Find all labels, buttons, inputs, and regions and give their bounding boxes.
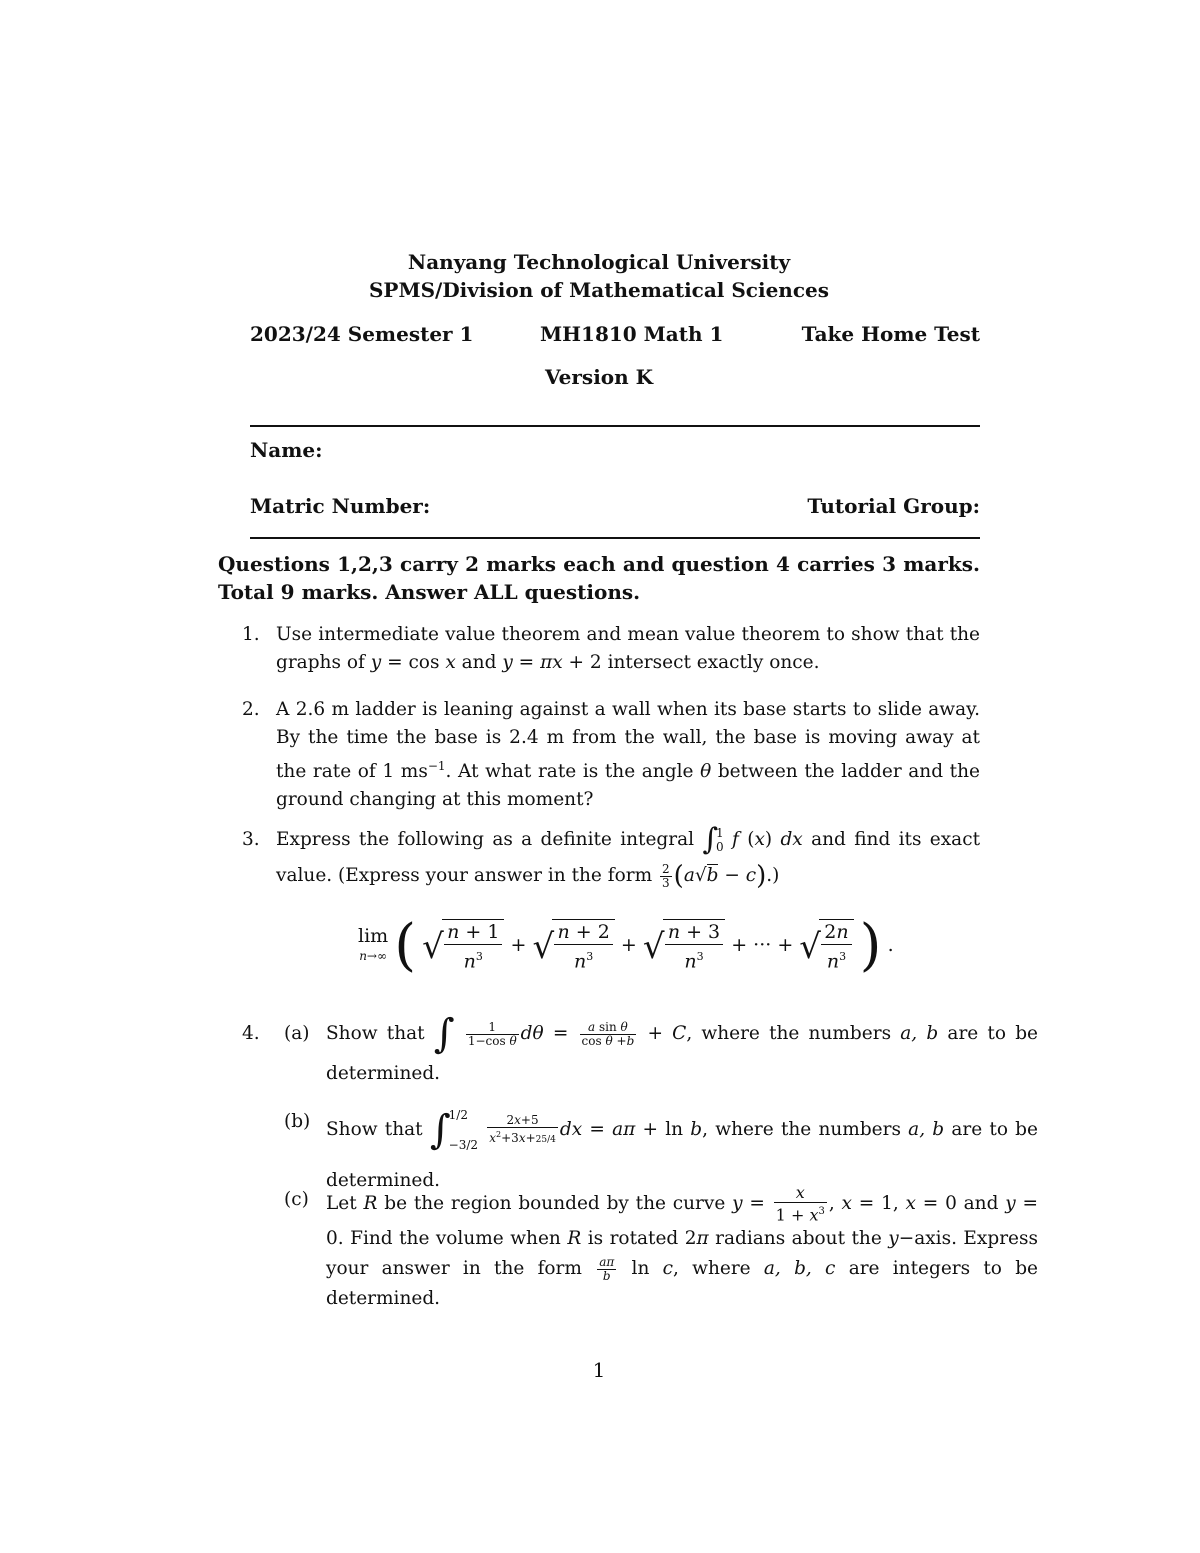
course-label: MH1810 Math 1 [540, 322, 724, 346]
exam-page [218, 0, 1039, 1553]
question-number: 4. [242, 1023, 260, 1044]
part-text: Show that ∫ 1/2 −3/2 $\frac{2x+5}{x^2+3x+25/4}$ dx = aπ + ln b, where the numbers a, b are to be determined. [326, 1107, 1038, 1191]
question-number: 2. [242, 699, 260, 720]
semester-label: 2023/24 Semester 1 [250, 322, 474, 346]
university-title: Nanyang Technological University [407, 250, 791, 274]
page-number: 1 [592, 1358, 606, 1382]
test-type-label: Take Home Test [801, 322, 980, 346]
part-label: (b) [284, 1111, 311, 1132]
part-label: (c) [284, 1189, 309, 1210]
tutorial-field-label: Tutorial Group: [807, 494, 980, 518]
question-text: Express the following as a definite integral ∫ 1 0 f (x) dx and find its exact value. (Express your answer in the form $\frac{2}{3}$ (a√b − c).) [276, 822, 981, 891]
question-text: Use intermediate value theorem and mean value theorem to show that the graphs of y = cos x and y = πx + 2 intersect exactly once. [276, 624, 980, 673]
part-text: Let R be the region bounded by the curve y = $\frac{x}{1 + x^3}$ , x = 1, x = 0 and y = 0. Find the volume when R is rotated 2π radians about the y−axis. Express your answer in the form $\frac{a\pi}{b}$ ln c, where a, b, c are integers to be determined. [326, 1183, 1039, 1310]
version-label: Version K [544, 365, 654, 389]
riemann-limit-expression: lim n→∞ ( √ $\frac{n + 1}{n^3}$ + √ $\frac{n + 2}{n^3}$ + √ $\frac{n + 3}{n^3}$ + ··· + √ $\frac{2n}{n^3}$ ) . [358, 916, 918, 996]
bottom-divider [250, 537, 980, 539]
part-label: (a) [284, 1023, 310, 1044]
division-title: SPMS/Division of Mathematical Sciences [368, 278, 830, 302]
top-divider [250, 425, 980, 427]
question-number: 1. [242, 624, 260, 645]
instructions: Questions 1,2,3 carry 2 marks each and question 4 carries 3 marks. Total 9 marks. Answer ALL questions. [218, 552, 980, 604]
name-field-label: Name: [250, 438, 323, 462]
question-number: 3. [242, 829, 260, 850]
part-text: Show that ∫ $\frac{1}{\text{1−cos θ}}$ dθ = $\frac{\text{a sin θ}}{\text{cos θ +b}}$ + C, where the numbers a, b are to be determined. [326, 1011, 1038, 1084]
matric-field-label: Matric Number: [250, 494, 431, 518]
question-text: A 2.6 m ladder is leaning against a wall when its base starts to slide away. By the time the base is 2.4 m from the wall, the base is moving away at the rate of 1 $ms^{-1}$. At what rate is the angle θ between the ladder and the ground changing at this moment? [276, 699, 980, 811]
